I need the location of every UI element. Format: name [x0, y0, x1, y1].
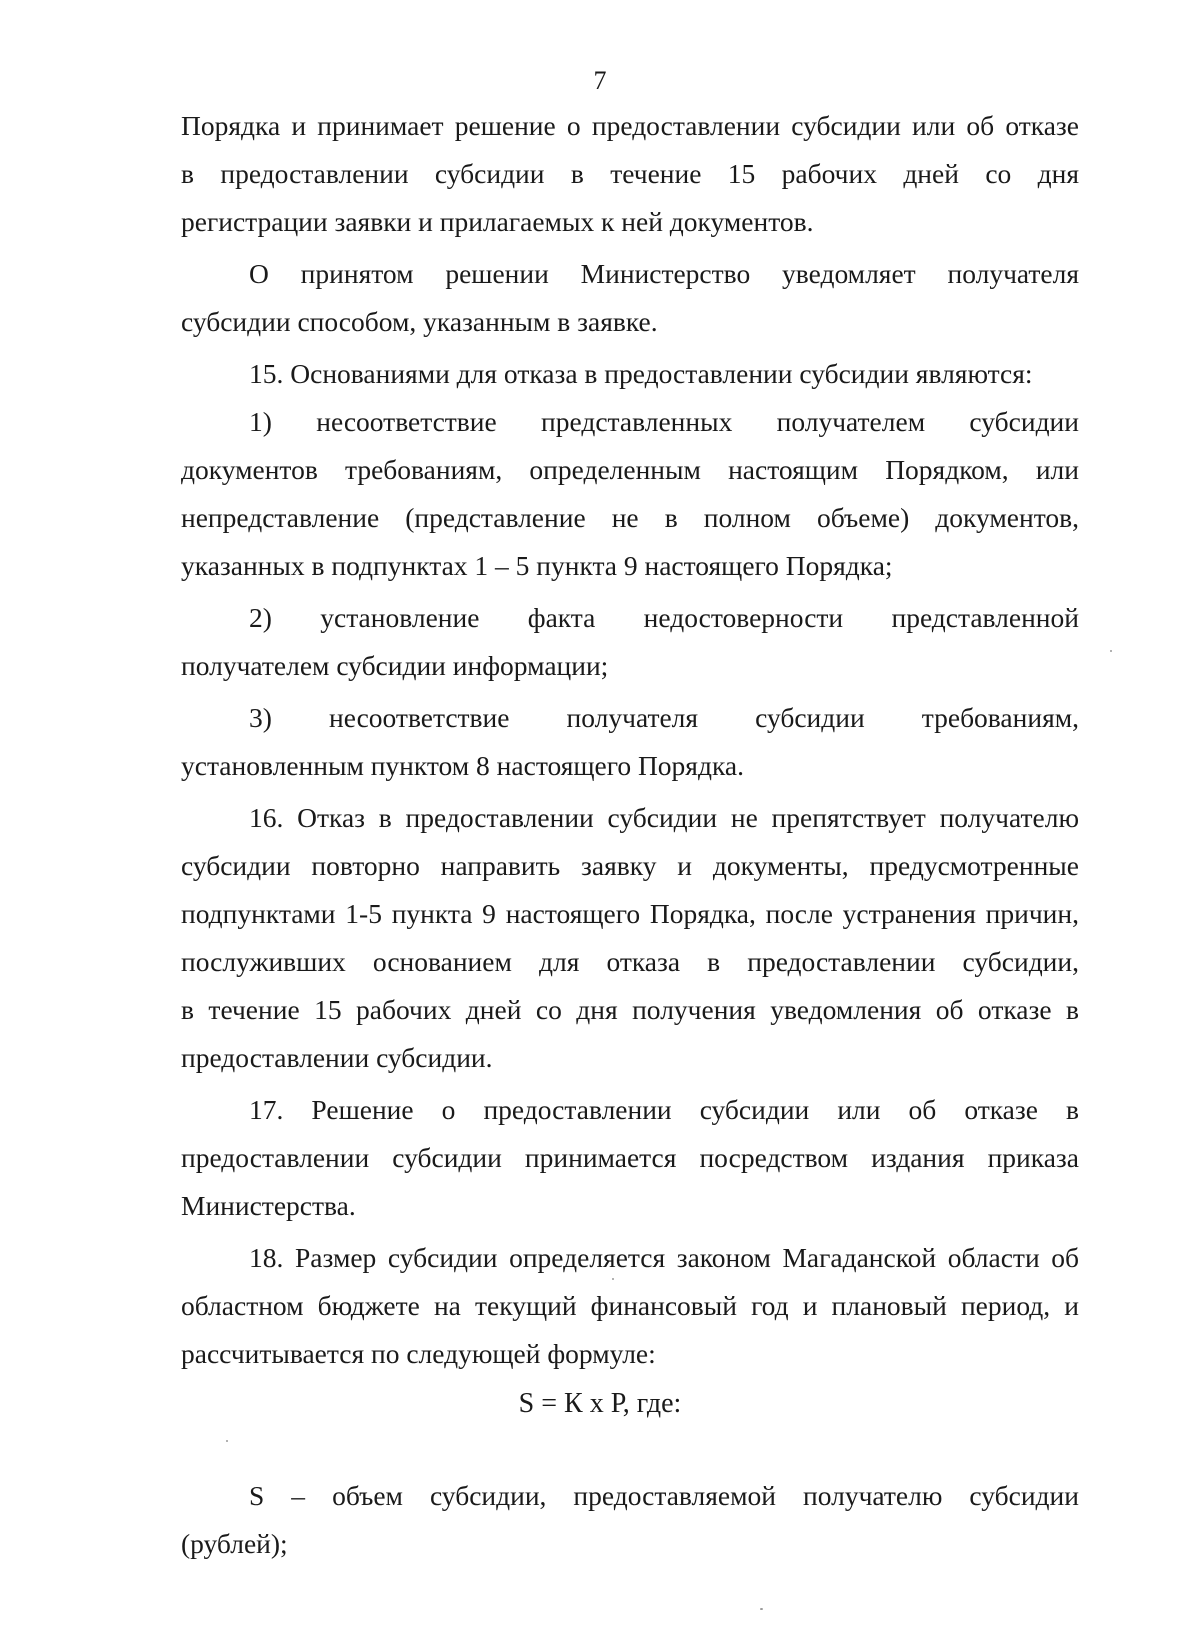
text-line: 16. Отказ в предоставлении субсидии не препятствует получателю: [249, 802, 1079, 833]
text-line: (рублей);: [181, 1528, 288, 1559]
text-line: 3) несоответствие получателя субсидии требованиям,: [249, 702, 1079, 733]
text-line: рассчитывается по следующей формуле:: [181, 1338, 656, 1369]
text-line: 18. Размер субсидии определяется законом Магаданской области об: [249, 1242, 1079, 1273]
text-line: субсидии повторно направить заявку и документы, предусмотренные: [181, 850, 1079, 881]
text-line: установленным пунктом 8 настоящего Порядка.: [181, 750, 744, 781]
text-line: субсидии способом, указанным в заявке.: [181, 306, 658, 337]
text-line: предоставлении субсидии.: [181, 1042, 493, 1073]
text-line: Министерства.: [181, 1190, 356, 1221]
text-line: получателем субсидии информации;: [181, 650, 609, 681]
text-line: 17. Решение о предоставлении субсидии или об отказе в: [249, 1094, 1079, 1125]
scan-speck: [760, 1608, 763, 1610]
text-line: документов требованиям, определенным настоящим Порядком, или: [181, 454, 1079, 485]
text-line: 2) установление факта недостоверности представленной: [249, 602, 1079, 633]
text-line: указанных в подпунктах 1 – 5 пункта 9 настоящего Порядка;: [181, 550, 893, 581]
text-line: S – объем субсидии, предоставляемой получателю субсидии: [249, 1480, 1079, 1511]
scan-speck: [226, 1440, 228, 1442]
scan-speck: [612, 1278, 614, 1280]
page-number: 7: [593, 66, 607, 95]
formula: S = К х Р, где:: [518, 1388, 682, 1419]
text-line: Порядка и принимает решение о предоставлении субсидии или об отказе: [181, 110, 1079, 141]
text-line: О принятом решении Министерство уведомляет получателя: [249, 258, 1079, 289]
text-line: областном бюджете на текущий финансовый год и плановый период, и: [181, 1290, 1079, 1321]
text-line: в предоставлении субсидии в течение 15 рабочих дней со дня: [181, 158, 1079, 189]
text-line: 1) несоответствие представленных получателем субсидии: [249, 406, 1079, 437]
body-text-block: [181, 102, 1079, 1378]
text-line: послуживших основанием для отказа в предоставлении субсидии,: [181, 946, 1079, 977]
text-line: регистрации заявки и прилагаемых к ней документов.: [181, 206, 814, 237]
text-line: в течение 15 рабочих дней со дня получения уведомления об отказе в: [181, 994, 1079, 1025]
text-line: 15. Основаниями для отказа в предоставлении субсидии являются:: [249, 358, 1033, 389]
text-line: подпунктами 1-5 пункта 9 настоящего Порядка, после устранения причин,: [181, 898, 1079, 929]
scan-speck: [1110, 650, 1112, 652]
text-line: непредставление (представление не в полном объеме) документов,: [181, 502, 1079, 533]
definition-block: [181, 1472, 1079, 1568]
text-line: предоставлении субсидии принимается посредством издания приказа: [181, 1142, 1079, 1173]
